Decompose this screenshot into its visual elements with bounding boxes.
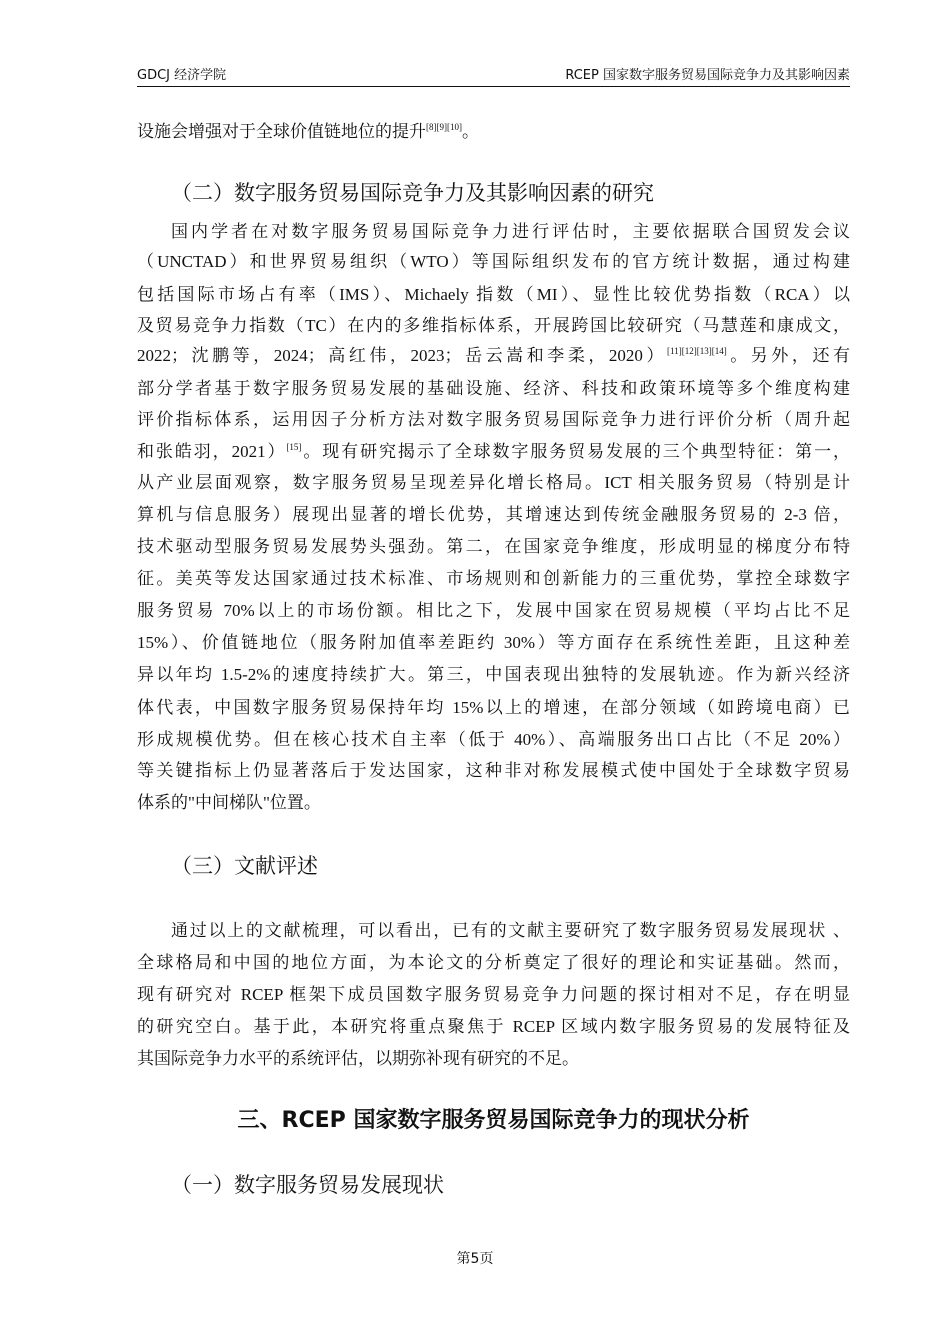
line-text: 和张皓羽，2021）: [137, 442, 287, 461]
paragraph-line: 全球格局和中国的地位方面，为本论文的分析奠定了很好的理论和实证基础。然而，: [137, 953, 850, 972]
running-header: [137, 66, 850, 86]
paragraph-line: 的研究空白。基于此，本研究将重点聚焦于 RCEP 区域内数字服务贸易的发展特征及: [137, 1017, 850, 1036]
intro-line: [137, 120, 850, 144]
line-tail: 。另外，还有: [726, 346, 851, 365]
paragraph-line: 征。美英等发达国家通过技术标准、市场规则和创新能力的三重优势，掌控全球数字: [137, 569, 850, 588]
paragraph-line: [137, 344, 850, 368]
paragraph-line: 通过以上的文献梳理，可以看出，已有的文献主要研究了数字服务贸易发展现状 、: [171, 921, 850, 940]
paragraph-line: （UNCTAD）和世界贸易组织（WTO）等国际组织发布的官方统计数据，通过构建: [137, 252, 850, 271]
paragraph-line: 体系的"中间梯队"位置。: [137, 793, 321, 812]
header-title: RCEP 国家数字服务贸易国际竞争力及其影响因素: [565, 68, 850, 83]
intro-text: 设施会增强对于全球价值链地位的提升: [137, 122, 426, 141]
chapter-heading: 三、RCEP 国家数字服务贸易国际竞争力的现状分析: [237, 1108, 750, 1133]
paragraph-line: 服务贸易 70%以上的市场份额。相比之下，发展中国家在贸易规模（平均占比不足: [137, 601, 850, 620]
line-text: 2022；沈鹏等，2024；高红伟，2023；岳云嵩和李柔，2020）: [137, 346, 668, 365]
paragraph-line: 异以年均 1.5-2%的速度持续扩大。第三，中国表现出独特的发展轨迹。作为新兴经济: [137, 665, 850, 684]
section-heading-2: （二）数字服务贸易国际竞争力及其影响因素的研究: [171, 181, 654, 205]
paragraph-line: 评价指标体系，运用因子分析方法对数字服务贸易国际竞争力进行评价分析（周升起: [137, 410, 850, 429]
line-tail: 。现有研究揭示了全球数字服务贸易发展的三个典型特征：第一，: [301, 442, 851, 461]
header-institution: GDCJ 经济学院: [137, 68, 227, 83]
paragraph-line: 及贸易竞争力指数（TC）在内的多维指标体系，开展跨国比较研究（马慧莲和康成文，: [137, 316, 850, 335]
subsection-heading: （一）数字服务贸易发展现状: [171, 1173, 444, 1197]
paragraph-line: [137, 440, 850, 464]
paragraph-line: 包括国际市场占有率（IMS）、Michaely 指数（MI）、显性比较优势指数（RCA）以: [137, 285, 850, 304]
paragraph-line: 体代表，中国数字服务贸易保持年均 15%以上的增速，在部分领域（如跨境电商）已: [137, 698, 850, 717]
citation: [8][9][10]: [426, 122, 462, 132]
paragraph-line: 等关键指标上仍显著落后于发达国家，这种非对称发展模式使中国处于全球数字贸易: [137, 761, 850, 780]
paragraph-line: 部分学者基于数字服务贸易发展的基础设施、经济、科技和政策环境等多个维度构建: [137, 379, 850, 398]
paragraph-line: 形成规模优势。但在核心技术自主率（低于 40%）、高端服务出口占比（不足 20%）: [137, 730, 850, 749]
header-rule: [137, 86, 850, 87]
paragraph-line: 国内学者在对数字服务贸易国际竞争力进行评估时，主要依据联合国贸发会议: [171, 222, 850, 241]
citation: [11][12][13][14]: [667, 346, 727, 356]
paragraph-line: 从产业层面观察，数字服务贸易呈现差异化增长格局。ICT 相关服务贸易（特别是计: [137, 473, 850, 492]
paragraph-line: 现有研究对 RCEP 框架下成员国数字服务贸易竞争力问题的探讨相对不足，存在明显: [137, 985, 850, 1004]
intro-tail: 。: [461, 122, 479, 141]
page-number: 第5页: [456, 1251, 494, 1267]
paragraph-line: 其国际竞争力水平的系统评估，以期弥补现有研究的不足。: [137, 1049, 579, 1068]
citation: [15]: [286, 442, 302, 452]
paragraph-line: 15%）、价值链地位（服务附加值率差距约 30%）等方面存在系统性差距，且这种差: [137, 633, 850, 652]
section-heading-3: （三）文献评述: [171, 854, 318, 878]
paragraph-line: 算机与信息服务）展现出显著的增长优势，其增速达到传统金融服务贸易的 2-3 倍，: [137, 505, 850, 524]
paragraph-line: 技术驱动型服务贸易发展势头强劲。第二，在国家竞争维度，形成明显的梯度分布特: [137, 537, 850, 556]
